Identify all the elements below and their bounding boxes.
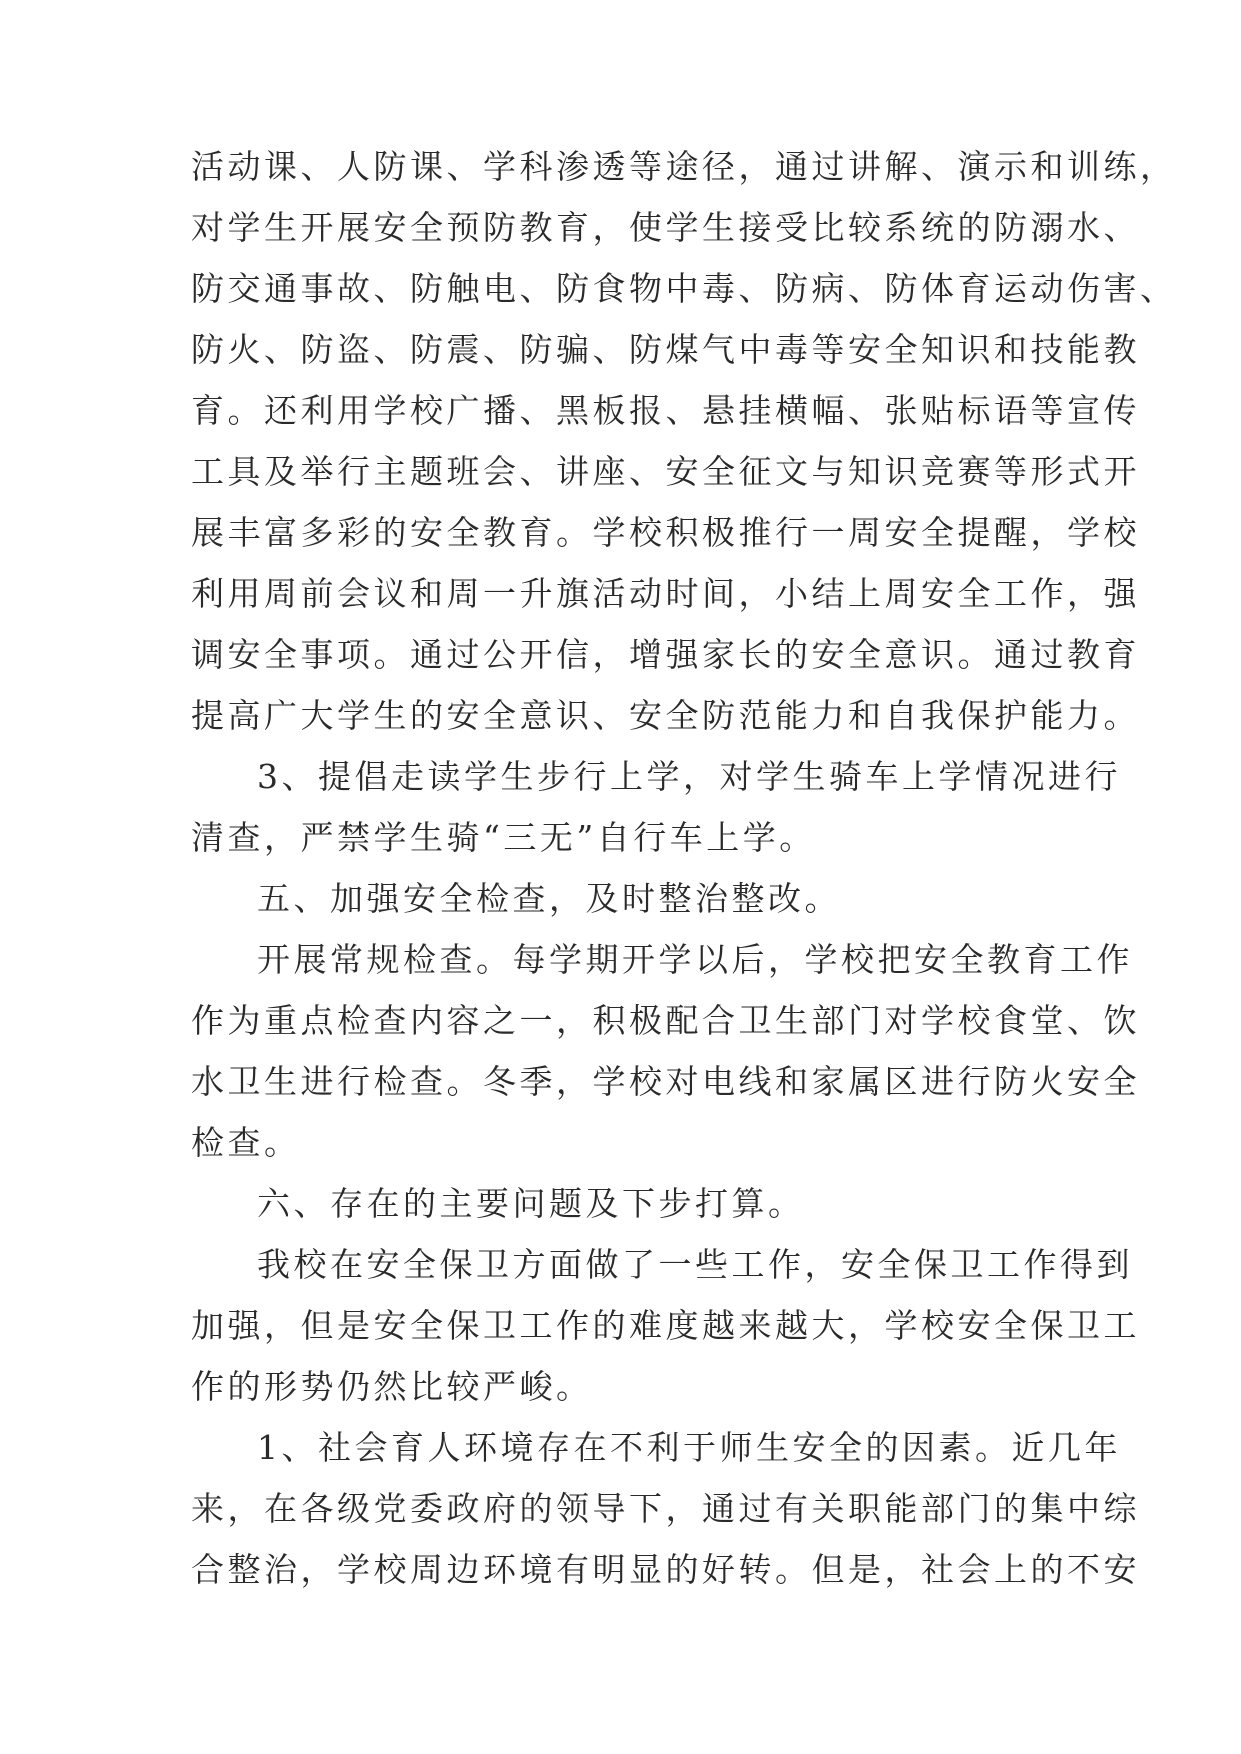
text-line: 展丰富多彩的安全教育。学校积极推行一周安全提醒，学校 [191,513,1140,552]
paragraph-start-line: 3、提倡走读学生步行上学，对学生骑车上学情况进行 [257,757,1121,796]
text-line: 防交通事故、防触电、防食物中毒、防病、防体育运动伤害、 [191,269,1177,308]
text-line: 作为重点检查内容之一，积极配合卫生部门对学校食堂、饮 [191,1001,1140,1040]
text-line: 水卫生进行检查。冬季，学校对电线和家属区进行防火安全 [191,1062,1140,1101]
paragraph-start-line: 开展常规检查。每学期开学以后，学校把安全教育工作 [257,940,1133,979]
text-line: 利用周前会议和周一升旗活动时间，小结上周安全工作，强 [191,574,1140,613]
text-line: 清查，严禁学生骑“三无”自行车上学。 [191,818,816,857]
section-heading: 六、存在的主要问题及下步打算。 [257,1184,805,1223]
paragraph-start-line: 我校在安全保卫方面做了一些工作，安全保卫工作得到 [257,1245,1133,1284]
text-line: 防火、防盗、防震、防骗、防煤气中毒等安全知识和技能教 [191,330,1140,369]
text-line: 来，在各级党委政府的领导下，通过有关职能部门的集中综 [191,1489,1140,1528]
section-heading: 五、加强安全检查，及时整治整改。 [257,879,841,918]
text-line: 对学生开展安全预防教育，使学生接受比较系统的防溺水、 [191,208,1140,247]
paragraph-start-line: 1、社会育人环境存在不利于师生安全的因素。近几年 [257,1428,1121,1467]
text-line: 调安全事项。通过公开信，增强家长的安全意识。通过教育 [191,635,1140,674]
text-line: 作的形势仍然比较严峻。 [191,1367,593,1406]
text-line: 育。还利用学校广播、黑板报、悬挂横幅、张贴标语等宣传 [191,391,1140,430]
text-line: 检查。 [191,1123,301,1162]
text-line: 加强，但是安全保卫工作的难度越来越大，学校安全保卫工 [191,1306,1140,1345]
text-line: 提高广大学生的安全意识、安全防范能力和自我保护能力。 [191,696,1140,735]
text-line: 合整治，学校周边环境有明显的好转。但是，社会上的不安 [191,1550,1140,1589]
text-line: 活动课、人防课、学科渗透等途径，通过讲解、演示和训练， [191,147,1177,186]
text-line: 工具及举行主题班会、讲座、安全征文与知识竞赛等形式开 [191,452,1140,491]
